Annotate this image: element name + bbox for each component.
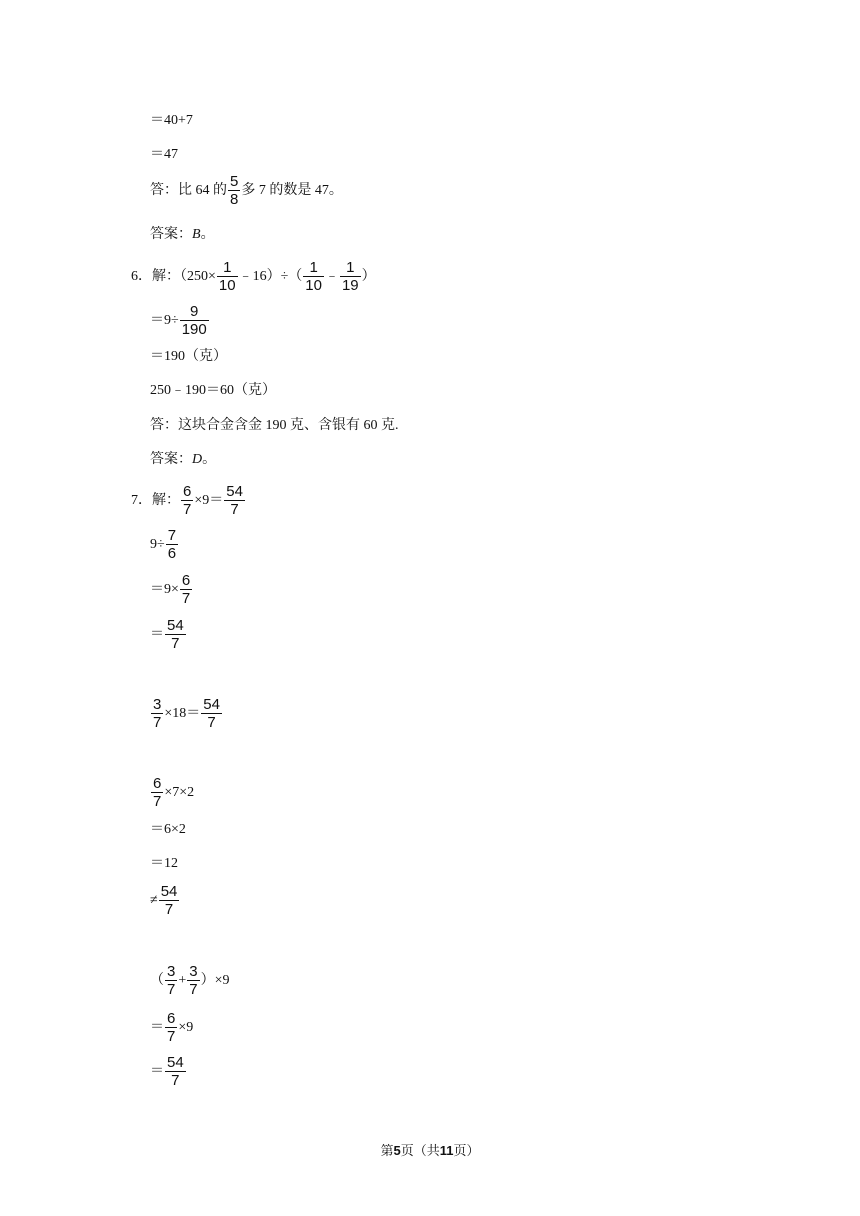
fraction: $\frac{5}{8}$: [230, 173, 239, 208]
fraction: $\frac{1}{19}$: [341, 259, 359, 294]
question-number: 6．: [131, 268, 152, 284]
question-7-solution: 7． 解： $\frac{6}{7}$ ×9＝ $\frac{54}{7}$: [131, 483, 243, 518]
line-12: ＝12: [150, 856, 178, 871]
fraction: $\frac{6}{7}$: [181, 572, 191, 607]
line-250-minus-190: 250﹣190＝60（克）: [150, 383, 276, 398]
fraction: $\frac{3}{7}$: [189, 963, 198, 998]
question-6-solution: 6． 解：（250× $\frac{1}{10}$ ﹣16）÷（ $\frac{1}{10}$ ﹣ $\frac{1}{19}$ ）: [131, 259, 376, 294]
page-total: 11: [439, 1143, 454, 1158]
answer-choice-6: 答案： D 。: [150, 452, 217, 467]
page-footer: 第5页（共11页）: [380, 1143, 480, 1158]
line-sum-times-9: （ $\frac{3}{7}$ + $\frac{3}{7}$ ）×9: [150, 963, 230, 998]
fraction: $\frac{54}{7}$: [160, 883, 178, 918]
line-equals-54-7: ＝ $\frac{54}{7}$: [150, 617, 184, 652]
line-9-div-frac: ＝9÷ $\frac{9}{190}$: [150, 303, 207, 338]
fraction: $\frac{54}{7}$: [203, 696, 220, 731]
answer-statement-6: 答：这块合金含金 190 克、含银有 60 克.: [150, 418, 399, 433]
answer-statement-5: 答：比 64 的 $\frac{5}{8}$ 多 7 的数是 47。: [150, 173, 343, 208]
line-6-times-2: ＝6×2: [150, 822, 186, 837]
line-9-div-7-6: 9÷ $\frac{7}{6}$: [150, 527, 177, 562]
fraction: $\frac{3}{7}$: [167, 963, 176, 998]
line-9-times-6-7: ＝9× $\frac{6}{7}$: [150, 572, 191, 607]
fraction: $\frac{6}{7}$: [167, 1010, 176, 1045]
line-190-grams: ＝190（克）: [150, 349, 227, 364]
line-40-plus-7: ＝40+7: [150, 113, 193, 128]
fraction: $\frac{1}{10}$: [305, 259, 322, 294]
line-6-7-times-7-times-2: $\frac{6}{7}$ ×7×2: [153, 775, 195, 810]
fraction: $\frac{1}{10}$: [218, 259, 236, 294]
line-47: ＝47: [150, 147, 178, 162]
line-final-54-7: ＝ $\frac{54}{7}$: [150, 1054, 184, 1089]
fraction: $\frac{54}{7}$: [226, 483, 243, 518]
line-6-7-times-9: ＝ $\frac{6}{7}$ ×9: [150, 1010, 194, 1045]
question-number: 7．: [131, 492, 152, 508]
fraction: $\frac{7}{6}$: [167, 527, 177, 562]
fraction: $\frac{9}{190}$: [181, 303, 207, 338]
page-number: 5: [393, 1143, 401, 1158]
fraction: $\frac{3}{7}$: [153, 696, 162, 731]
answer-choice-5: 答案： B 。: [150, 227, 215, 242]
fraction: $\frac{54}{7}$: [167, 1054, 184, 1089]
fraction: $\frac{54}{7}$: [167, 617, 184, 652]
line-not-equal-54-7: ≠ $\frac{54}{7}$: [150, 883, 178, 918]
fraction: $\frac{6}{7}$: [183, 483, 192, 518]
line-3-7-times-18: $\frac{3}{7}$ ×18＝ $\frac{54}{7}$: [153, 696, 220, 731]
fraction: $\frac{6}{7}$: [153, 775, 162, 810]
